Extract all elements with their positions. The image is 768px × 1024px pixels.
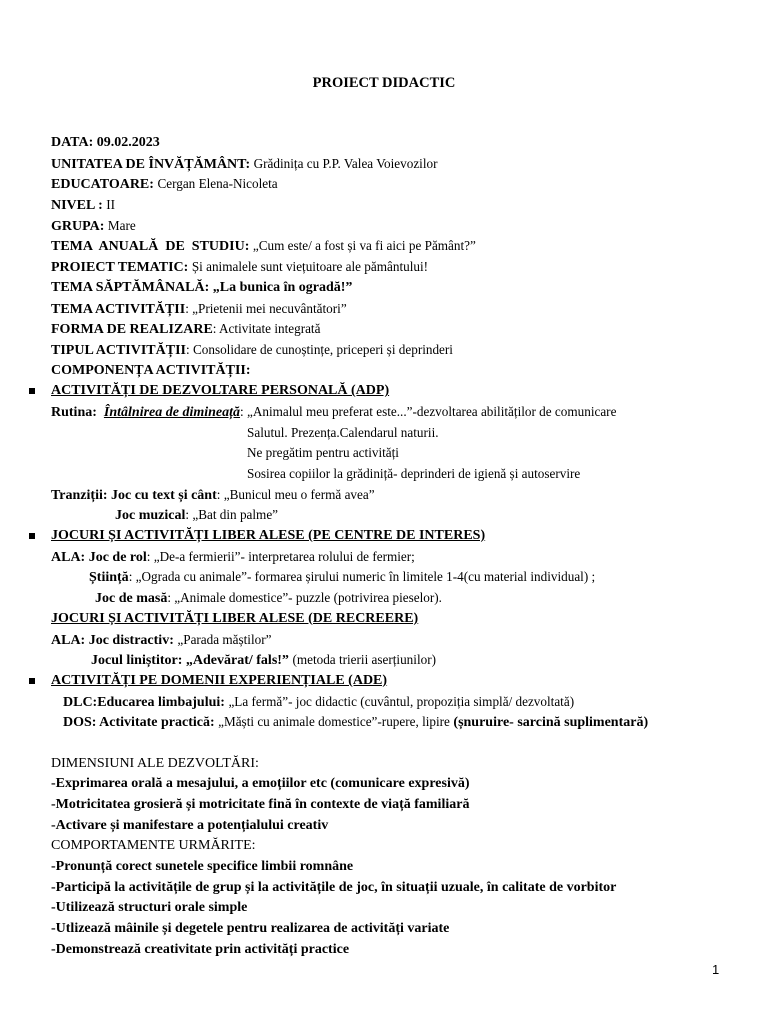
ala-recreere-heading: JOCURI ȘI ACTIVITĂȚI LIBER ALESE (DE RECREERE)	[51, 610, 419, 626]
dimensiune-item: -Activare și manifestare a potențialului creativ	[51, 817, 329, 833]
joc-muzical-text: : „Bat din palme”	[185, 507, 279, 523]
tranzitii-row	[51, 485, 751, 506]
joc-distractiv-row	[51, 630, 751, 651]
rutina-line	[51, 423, 751, 444]
nivel-label: NIVEL :	[51, 198, 103, 214]
adp-heading-row	[51, 381, 751, 402]
forma-realizare-label: FORMA DE REALIZARE	[51, 322, 213, 338]
tema-activitatii-label: TEMA ACTIVITĂȚII	[51, 301, 186, 317]
comportament-item: -Pronunță corect sunetele specifice limbii romnâne	[51, 859, 354, 875]
rutina-sublabel: Întâlnirea de dimineață	[103, 404, 241, 420]
bullet-icon	[29, 388, 35, 394]
proiect-tematic-value: Și animalele sunt viețuitoare ale pământului!	[191, 259, 429, 275]
comportament-item: -Utlizează mâinile și degetele pentru realizarea de activități variate	[51, 921, 450, 937]
unitatea-row	[51, 154, 751, 175]
rutina-line	[51, 464, 751, 485]
dimensiune-item: -Exprimarea orală a mesajului, a emoțiilor etc (comunicare expresivă)	[51, 776, 470, 792]
componenta-label: COMPONENȚA ACTIVITĂȚII:	[51, 362, 251, 378]
page-number: 1	[712, 962, 720, 977]
comportamente-heading-row	[51, 836, 751, 857]
spacer	[51, 733, 751, 754]
stiinta-label: Știință	[89, 570, 129, 586]
unitatea-label: UNITATEA DE ÎNVĂȚĂMÂNT:	[51, 156, 251, 172]
comportament-item: -Demonstrează creativitate prin activități practice	[51, 941, 350, 957]
tipul-activitatii-label: TIPUL ACTIVITĂȚII	[51, 342, 186, 358]
document-body	[51, 133, 751, 961]
joc-rol-label: ALA: Joc de rol	[51, 549, 147, 565]
forma-realizare-value: : Activitate integrată	[212, 321, 321, 337]
grupa-row	[51, 216, 751, 237]
tranzitii-text: : „Bunicul meu o fermă avea”	[216, 486, 375, 502]
document-title: PROIECT DIDACTIC	[312, 75, 456, 91]
educatoare-row	[51, 174, 751, 195]
tema-saptamanala-row	[51, 278, 751, 299]
rutina-row	[51, 402, 751, 423]
dlc-label: DLC:Educarea limbajului:	[63, 694, 225, 710]
tema-anuala-row	[51, 236, 751, 257]
bullet-icon	[29, 678, 35, 684]
joc-muzical-label: Joc muzical	[115, 508, 186, 524]
forma-realizare-row	[51, 319, 751, 340]
tema-anuala-value: „Cum este/ a fost și va fi aici pe Pământ?”	[252, 238, 476, 254]
tipul-activitatii-row	[51, 340, 751, 361]
comportament-item: -Participă la activitățile de grup și la activitățile de joc, în situații uzuale, în calitate de vorbitor	[51, 879, 617, 895]
joc-linistitor-bold: „Adevărat/ fals!”	[185, 653, 289, 669]
joc-distractiv-label: ALA: Joc distractiv:	[51, 632, 174, 648]
nivel-value: II	[106, 197, 116, 213]
componenta-row	[51, 361, 751, 382]
tema-anuala-label: TEMA ANUALĂ DE STUDIU:	[51, 239, 250, 255]
ade-heading: ACTIVITĂȚI PE DOMENII EXPERIENȚIALE (ADE)	[51, 672, 388, 688]
rutina-label: Rutina:	[51, 404, 97, 420]
ala-centre-heading-row	[51, 526, 751, 547]
ade-heading-row	[51, 671, 751, 692]
dimensiuni-heading-row	[51, 754, 751, 775]
dos-bold: (șnuruire- sarcină suplimentară)	[453, 715, 649, 731]
dlc-text: „La fermă”- joc didactic (cuvântul, propoziția simplă/ dezvoltată)	[228, 693, 575, 709]
rutina-line-text: Salutul. Prezența.Calendarul naturii.	[247, 424, 439, 440]
rutina-text: : „Animalul meu preferat este...”-dezvoltarea abilităților de comunicare	[240, 403, 617, 419]
joc-masa-row	[51, 588, 751, 609]
dimensiune-item: -Motricitatea grosieră și motricitate fină în contexte de viață familiară	[51, 797, 470, 812]
tema-activitatii-row	[51, 299, 751, 320]
ala-recreere-heading-row	[51, 609, 751, 630]
rutina-line-text: Ne pregătim pentru activități	[247, 445, 399, 461]
data-row	[51, 133, 751, 154]
joc-linistitor-row	[51, 650, 751, 671]
dos-label: DOS: Activitate practică:	[63, 715, 215, 731]
adp-heading: ACTIVITĂȚI DE DEZVOLTARE PERSONALĂ (ADP)	[51, 383, 390, 399]
unitatea-value: Grădinița cu P.P. Valea Voievozilor	[253, 155, 438, 171]
proiect-tematic-label: PROIECT TEMATIC:	[51, 260, 189, 276]
tema-saptamanala-label: TEMA SĂPTĂMÂNALĂ:	[51, 279, 210, 295]
rutina-line-text: Sosirea copiilor la grădiniță- deprinderi de igienă și autoservire	[247, 466, 581, 481]
tipul-activitatii-value: : Consolidare de cunoștințe, priceperi și deprinderi	[186, 341, 453, 357]
stiinta-text: : „Ograda cu animale”- formarea șirului numeric în limitele 1-4(cu material individual) ;	[128, 569, 596, 585]
ala-centre-heading: JOCURI ȘI ACTIVITĂȚI LIBER ALESE (PE CENTRE DE INTERES)	[51, 528, 486, 544]
joc-muzical-row	[51, 505, 751, 526]
stiinta-row	[51, 567, 751, 588]
joc-linistitor-text: (metoda trierii aserțiunilor)	[292, 652, 436, 668]
bullet-icon	[29, 533, 35, 539]
nivel-row	[51, 195, 751, 216]
comportament-item: -Utilizează structuri orale simple	[51, 900, 248, 916]
rutina-line	[51, 443, 751, 464]
educatoare-value: Cergan Elena-Nicoleta	[157, 176, 278, 192]
data-value: 09.02.2023	[96, 135, 160, 150]
dos-text: „Măști cu animale domestice”-rupere, lipire	[218, 714, 450, 730]
comportamente-heading: COMPORTAMENTE URMĂRITE:	[51, 838, 256, 854]
dimensiuni-heading: DIMENSIUNI ALE DEZVOLTĂRI:	[51, 755, 259, 771]
joc-rol-row	[51, 547, 751, 568]
proiect-tematic-row	[51, 257, 751, 278]
joc-rol-text: : „De-a fermierii”- interpretarea rolului de fermier;	[146, 548, 415, 564]
tema-activitatii-value: : „Prietenii mei necuvântători”	[185, 300, 347, 316]
tema-saptamanala-value: „La bunica în ogradă!”	[212, 279, 353, 295]
joc-masa-text: : „Animale domestice”- puzzle (potrivirea pieselor).	[167, 590, 442, 606]
tranzitii-label: Tranziții: Joc cu text și cânt	[51, 487, 217, 503]
data-label: DATA:	[51, 135, 94, 150]
dos-row	[51, 712, 751, 733]
grupa-label: GRUPA:	[51, 218, 105, 234]
grupa-value: Mare	[107, 217, 136, 233]
joc-distractiv-text: „Parada măștilor”	[177, 631, 272, 647]
educatoare-label: EDUCATOARE:	[51, 177, 154, 193]
joc-masa-label: Joc de masă	[95, 591, 168, 607]
joc-linistitor-label: Jocul liniștitor:	[91, 653, 183, 669]
dlc-row	[51, 692, 751, 713]
